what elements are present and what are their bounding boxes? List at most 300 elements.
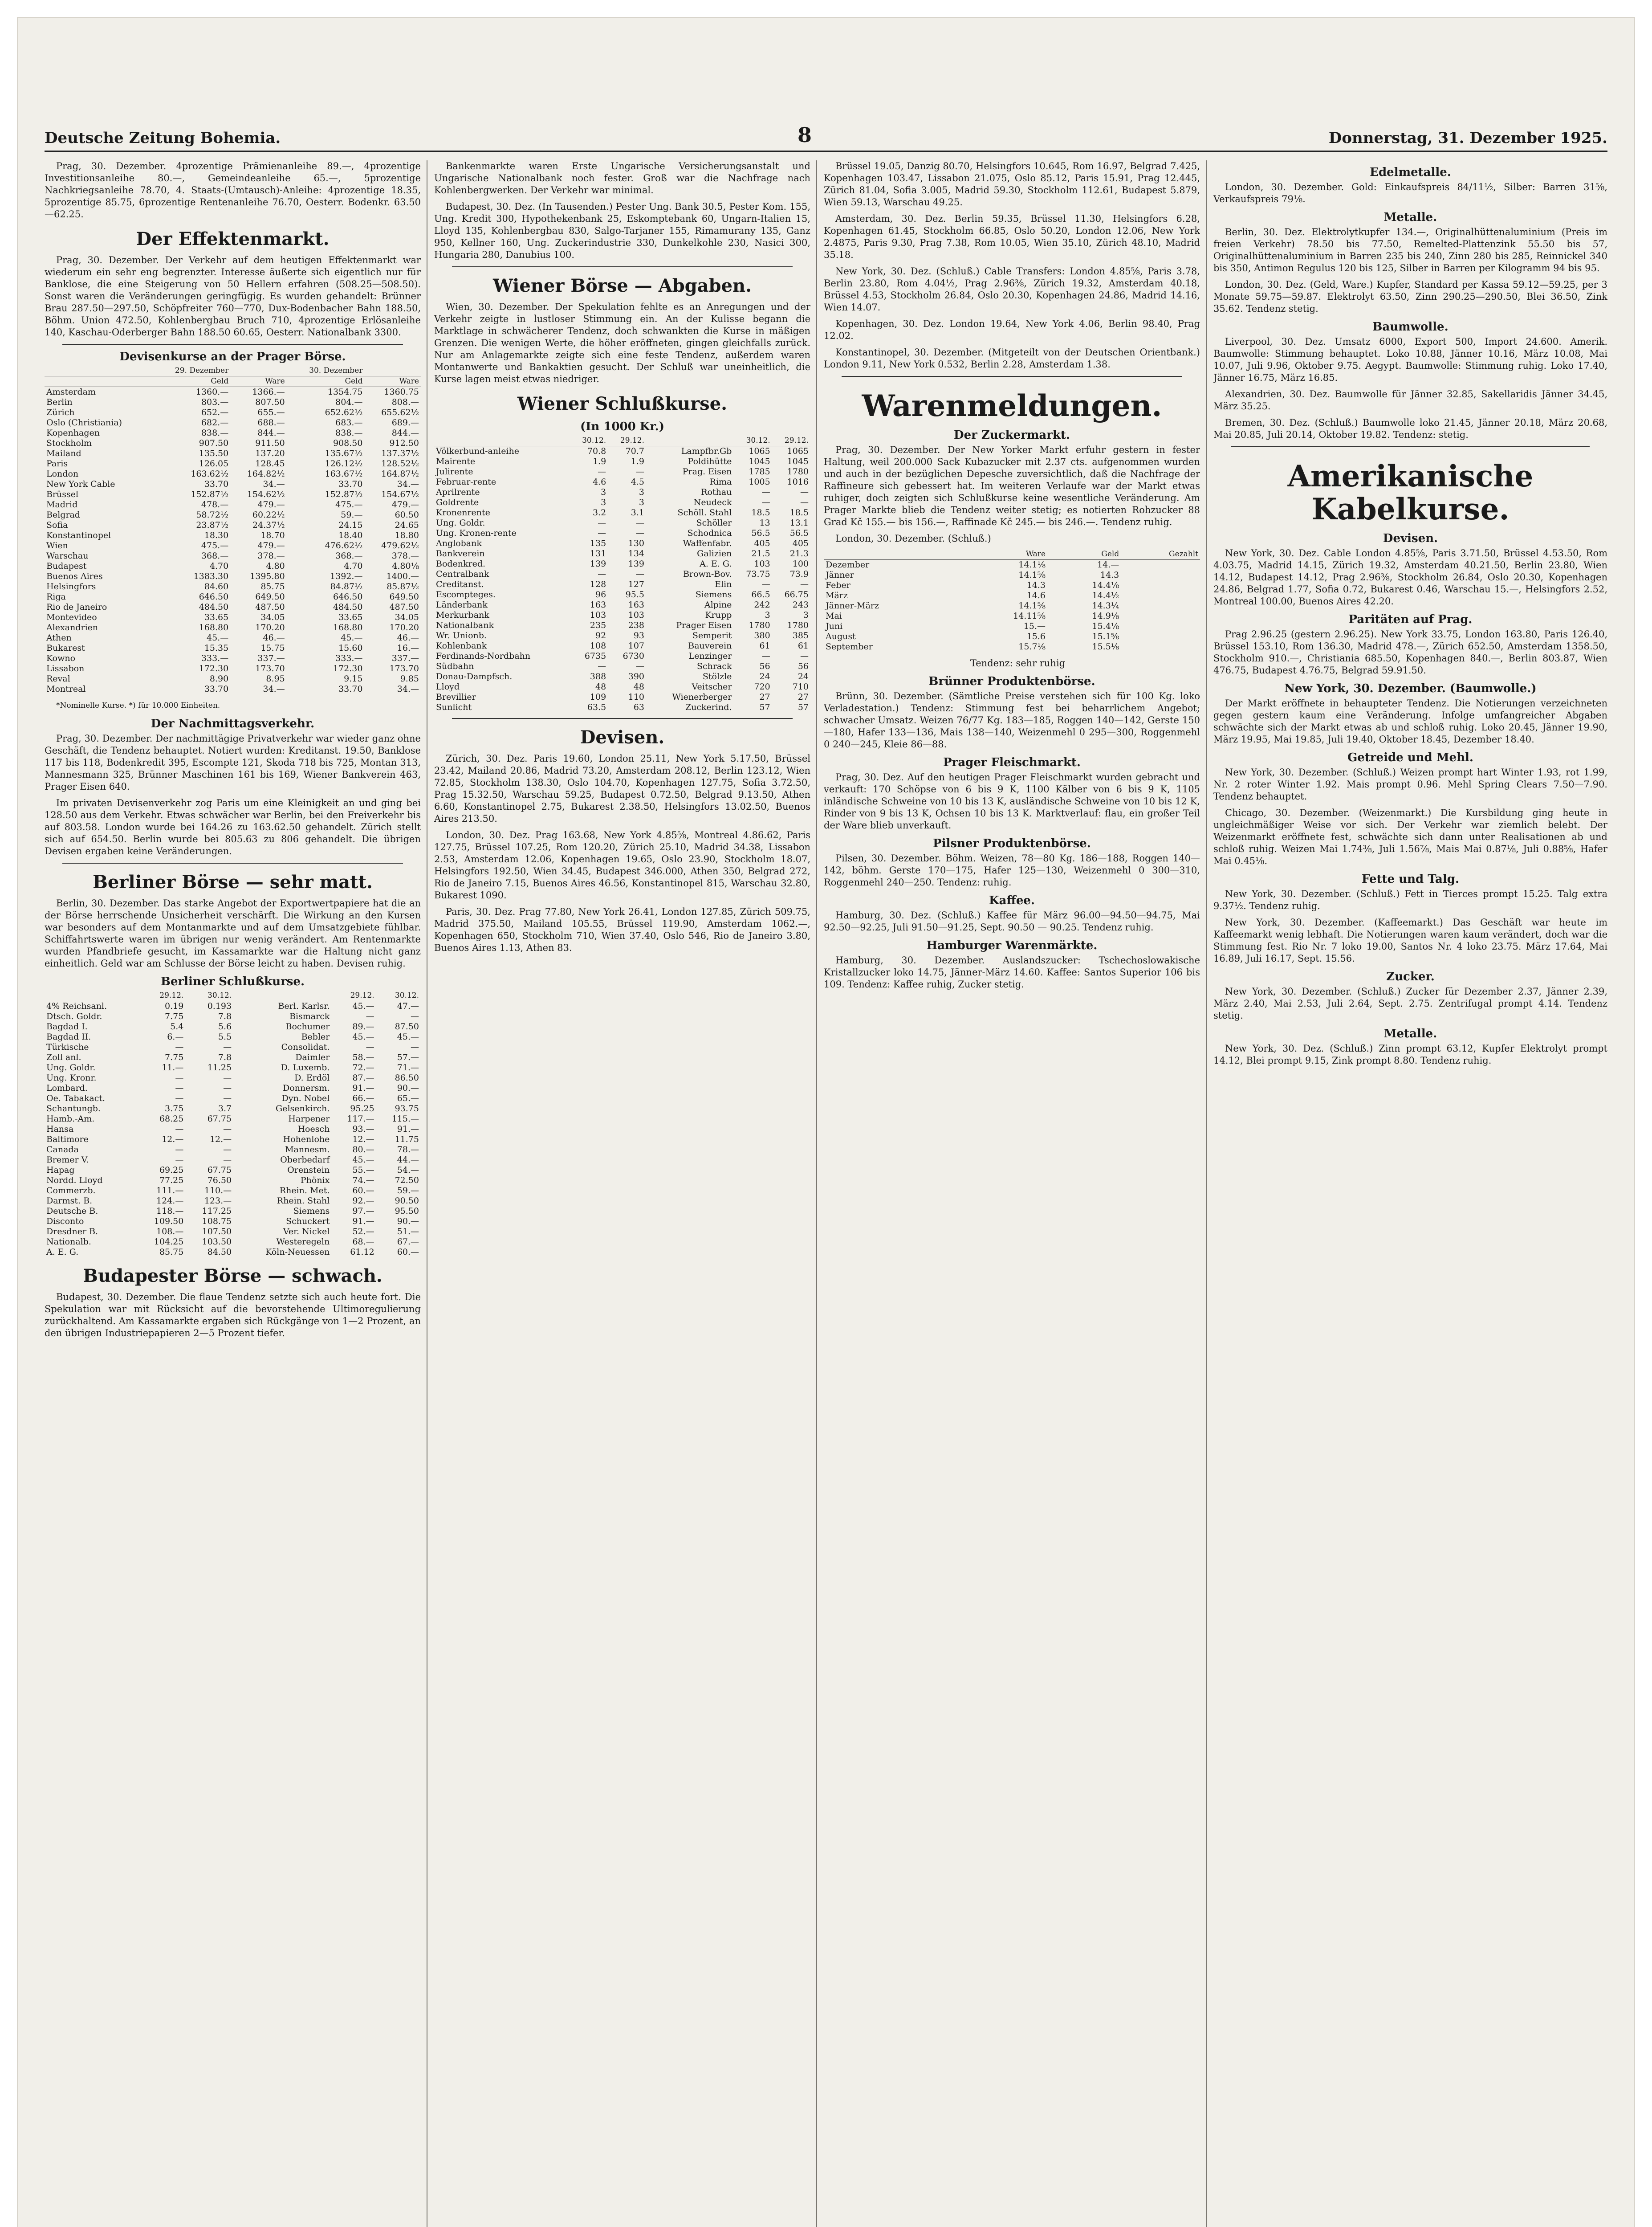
table-cell: 134 bbox=[628, 549, 644, 559]
table-header-cell: 29.12. bbox=[138, 991, 186, 1001]
table-cell: 117.25 bbox=[202, 1206, 232, 1216]
vienna-heading: Wiener Börse — Abgaben. bbox=[492, 275, 752, 296]
table-row bbox=[45, 643, 421, 653]
table-cell: 15.4⅛ bbox=[1092, 621, 1119, 631]
table-row bbox=[45, 1022, 421, 1032]
table-cell: 87.50 bbox=[395, 1022, 419, 1032]
table-cell: 128.45 bbox=[255, 459, 285, 469]
table-cell: 5.6 bbox=[218, 1022, 232, 1032]
table-row bbox=[45, 1237, 421, 1247]
nachmittag-heading: Der Nachmittagsverkehr. bbox=[151, 717, 315, 730]
table-cell: 128.52½ bbox=[381, 459, 419, 469]
table-cell: Ung. Goldr. bbox=[46, 1063, 96, 1073]
table-cell: 6.— bbox=[167, 1032, 184, 1042]
table-cell: 838.— bbox=[201, 428, 229, 438]
table-cell: 235 bbox=[590, 620, 606, 630]
table-cell: — bbox=[175, 1073, 184, 1083]
table-cell: Baltimore bbox=[46, 1134, 89, 1144]
table-cell: 3 bbox=[601, 487, 606, 497]
table-cell: 838.— bbox=[335, 428, 363, 438]
table-cell: 8.95 bbox=[266, 674, 285, 684]
table-cell: Consolidat. bbox=[281, 1042, 330, 1052]
table-cell: Wienerberger bbox=[672, 692, 732, 702]
issue-date: Donnerstag, 31. Dezember 1925. bbox=[1328, 129, 1607, 147]
table-cell: 92 bbox=[595, 631, 606, 640]
table-cell: Lenzinger bbox=[688, 651, 732, 661]
table-cell: Merkurbank bbox=[436, 610, 489, 620]
table-row bbox=[45, 408, 421, 418]
berlin-text: Berlin, 30. Dezember. Das starke Angebot der Exportwertpapiere hat die an der Börse herrschende Unsicherheit verschärft. Die Wirkung an den Kursen war besonders auf dem Montanmarkte und auf dem Umsatzgebiete fühlbar. Schiffahrtswerte waren im übrigen nur wenig verändert. Am Rentenmarkte wurden Pfandbriefe gesucht, im Kassamarkte war die Haltung nicht ganz einheitlich. Geld war am Schlusse der Börse leicht zu haben. Devisen ruhig. bbox=[45, 898, 421, 969]
table-row bbox=[45, 1012, 421, 1022]
table-cell: Gelsenkirch. bbox=[276, 1104, 330, 1114]
meat-text: Prag, 30. Dez. Auf den heutigen Prager Fleischmarkt wurden gebracht und verkauft: 170 Schöpse von 6 bis 9 K, 1100 Kälber von 6 bis 9 K, 1105 inländische Schweine von 10 bis 13 K, ausländische Schweine von 10 bis 12 K, Rinder von 9 bis 13 K, Ochsen 10 bis 13 K. Marktverlauf: flau, ein großer Teil der Ware blieb unverkauft. bbox=[824, 772, 1200, 831]
table-cell: Disconto bbox=[46, 1216, 84, 1226]
effektenmarkt-heading: Der Effektenmarkt. bbox=[136, 228, 330, 249]
table-cell: 3.75 bbox=[165, 1104, 184, 1114]
table-cell: 242 bbox=[754, 600, 770, 610]
table-cell: Dezember bbox=[826, 560, 870, 570]
vienna-unit: (In 1000 Kr.) bbox=[580, 420, 665, 433]
vienna-text: Wien, 30. Dezember. Der Spekulation fehlte es an Anregungen und der Verkehr zeigte in lustloser Stimmung ein. An der Kulisse begann die Marktlage in schwächerer Tendenz, doch schwankten die Kurse in mäßigen Grenzen. Die wenigen Werte, die höher eröffneten, gingen gleichfalls zurück. Nur am Anlagemarkte zeigte sich eine feste Tendenz, außerdem waren Montanwerte und Bankaktien gesucht. Der Schluß war uneinheitlich, die Kurse lagen meist etwas niedriger. bbox=[434, 302, 810, 384]
table-cell: Sofia bbox=[46, 520, 68, 530]
table-cell: 170.20 bbox=[389, 623, 419, 632]
table-cell bbox=[1121, 611, 1200, 621]
table-header-cell bbox=[824, 549, 961, 560]
table-cell: 72.50 bbox=[395, 1175, 419, 1185]
table-cell: 14.3¼ bbox=[1092, 601, 1119, 611]
table-cell: 14.6 bbox=[1026, 591, 1046, 600]
table-cell: 27 bbox=[798, 692, 809, 702]
table-cell: 66.75 bbox=[784, 590, 809, 600]
table-cell: 475.— bbox=[201, 541, 229, 551]
table-row bbox=[434, 477, 810, 487]
table-row bbox=[45, 428, 421, 438]
table-cell: 1392.— bbox=[330, 571, 363, 581]
table-cell: 4% Reichsanl. bbox=[46, 1001, 107, 1011]
table-cell: Schantungb. bbox=[46, 1104, 101, 1114]
table-cell: Bankverein bbox=[436, 549, 485, 559]
table-cell: 14.1⅝ bbox=[1018, 570, 1046, 580]
table-cell: — bbox=[636, 528, 644, 538]
table-header-cell: Ware bbox=[230, 376, 287, 387]
table-cell: 51.— bbox=[397, 1227, 419, 1236]
table-cell: Rio de Janeiro bbox=[46, 602, 107, 612]
table-cell: 172.30 bbox=[333, 664, 363, 673]
table-cell: Montreal bbox=[46, 684, 86, 694]
table-cell: Anglobank bbox=[436, 538, 482, 548]
table-row bbox=[45, 653, 421, 664]
table-cell: Mairente bbox=[436, 457, 476, 466]
ny-metals-text: New York, 30. Dez. (Schluß.) Zinn prompt 63.12, Kupfer Elektrolyt prompt 14.12, Blei prompt 9.15, Zink prompt 8.80. Tendenz ruhig. bbox=[1213, 1043, 1607, 1066]
newyork-text: New York, 30. Dez. (Schluß.) Cable Transfers: London 4.85⅝, Paris 3.78, Berlin 23.80, Rom 4.04½, Prag 2.96⅜, Zürich 19.32, Amsterdam 40.18, Brüssel 4.53, Stockholm 26.84, Oslo 20.30, Kopenhagen 24.86, Madrid 14.16, Wien 14.07. bbox=[824, 266, 1200, 313]
table-cell: 90.— bbox=[397, 1216, 419, 1226]
table-row bbox=[45, 1083, 421, 1093]
table-row bbox=[434, 682, 810, 692]
table-cell: 1780 bbox=[787, 620, 809, 630]
fats-text: New York, 30. Dezember. (Schluß.) Fett in Tierces prompt 15.25. Talg extra 9.37½. Tendenz ruhig. bbox=[1213, 889, 1607, 911]
table-cell: 7.8 bbox=[218, 1052, 232, 1062]
devisen-heading: Devisenkurse an der Prager Börse. bbox=[119, 350, 346, 363]
table-cell: Jänner bbox=[826, 570, 854, 580]
table-cell: 15.6 bbox=[1026, 632, 1046, 641]
table-cell: 45.— bbox=[397, 1032, 419, 1042]
table-cell: 12.— bbox=[352, 1134, 374, 1144]
table-cell: — bbox=[175, 1145, 184, 1154]
table-cell: 18.5 bbox=[789, 508, 809, 518]
table-cell: 63 bbox=[633, 702, 644, 712]
table-row bbox=[45, 541, 421, 551]
table-cell: Sunlicht bbox=[436, 702, 472, 712]
table-cell: 646.50 bbox=[333, 592, 363, 602]
table-cell: Bodenkred. bbox=[436, 559, 486, 569]
table-cell: 689.— bbox=[391, 418, 419, 428]
table-cell: 18.5 bbox=[751, 508, 770, 518]
table-row bbox=[45, 1216, 421, 1227]
table-cell: Berl. Karlsr. bbox=[278, 1001, 330, 1011]
table-cell: 804.— bbox=[335, 397, 363, 407]
table-cell: D. Luxemb. bbox=[281, 1063, 330, 1073]
table-row bbox=[45, 1032, 421, 1042]
table-cell: — bbox=[175, 1042, 184, 1052]
table-cell: 67.75 bbox=[207, 1114, 232, 1124]
table-cell: 34.— bbox=[263, 684, 285, 694]
table-row bbox=[45, 387, 421, 398]
table-cell: 807.50 bbox=[255, 397, 285, 407]
table-cell: 390 bbox=[628, 672, 644, 681]
table-cell: 9.85 bbox=[400, 674, 419, 684]
table-cell: Feber bbox=[826, 580, 850, 590]
page-header bbox=[45, 111, 1607, 152]
table-row bbox=[434, 631, 810, 641]
table-row bbox=[45, 459, 421, 469]
hamburg-goods-text: Hamburg, 30. Dezember. Auslandszucker: Tschechoslowakische Kristallzucker loko 14.75, Jänner-März 14.60. Kaffee: Santos Superior 106 bis 109. Tendenz: Kaffee ruhig, Zucker stetig. bbox=[824, 955, 1200, 990]
berlin-table bbox=[45, 991, 421, 1257]
table-cell: Donau-Dampfsch. bbox=[436, 672, 513, 681]
table-row bbox=[45, 684, 421, 694]
table-cell: 476.62½ bbox=[325, 541, 363, 551]
table-row bbox=[45, 582, 421, 592]
table-cell: 130 bbox=[628, 538, 644, 548]
table-cell: Stockholm bbox=[46, 438, 92, 448]
table-cell: 70.8 bbox=[587, 446, 606, 456]
table-cell: 1780 bbox=[749, 620, 770, 630]
table-cell: 89.— bbox=[352, 1022, 374, 1032]
table-cell: 652.— bbox=[201, 408, 229, 417]
table-cell: 127 bbox=[628, 579, 644, 589]
table-cell: 65.— bbox=[397, 1093, 419, 1103]
table-cell: 45.— bbox=[341, 633, 363, 643]
table-cell: 56 bbox=[798, 661, 809, 671]
table-row bbox=[45, 592, 421, 602]
table-cell: Mailand bbox=[46, 449, 81, 458]
table-cell: 93.— bbox=[352, 1124, 374, 1134]
table-cell: 23.87½ bbox=[196, 520, 229, 530]
table-cell: Athen bbox=[46, 633, 72, 643]
table-cell: 652.62½ bbox=[325, 408, 363, 417]
table-cell: D. Erdöl bbox=[294, 1073, 330, 1083]
table-cell: 14.1⅝ bbox=[1018, 601, 1046, 611]
table-cell: 1400.— bbox=[386, 571, 419, 581]
column-3 bbox=[824, 160, 1200, 2227]
table-cell: Zürich bbox=[46, 408, 75, 417]
table-cell: 21.5 bbox=[751, 549, 770, 559]
table-cell: 57 bbox=[798, 702, 809, 712]
table-cell: 649.50 bbox=[255, 592, 285, 602]
devisen-note: *Nominelle Kurse. *) für 10.000 Einheiten. bbox=[56, 701, 220, 710]
table-cell: 124.— bbox=[156, 1196, 184, 1206]
table-header-cell: 29.12. bbox=[608, 436, 646, 446]
table-cell: London bbox=[46, 469, 79, 479]
table-cell: 172.30 bbox=[199, 664, 229, 673]
exchange-text: Brüssel 19.05, Danzig 80.70, Helsingfors 10.645, Rom 16.97, Belgrad 7.425, Kopenhagen 103.47, Lissabon 21.075, Oslo 85.12, Paris 15.91, Prag 12.445, Zürich 81.04, Sofia 3.005, Madrid 59.30, Stockholm 112.61, Budapest 5.879, Wien 59.13, Warschau 49.25. bbox=[824, 161, 1200, 208]
table-cell: 70.7 bbox=[625, 446, 644, 456]
table-cell: 78.— bbox=[397, 1145, 419, 1154]
table-cell: 3 bbox=[765, 610, 770, 620]
table-row bbox=[45, 530, 421, 541]
table-cell: 68.— bbox=[352, 1237, 374, 1247]
table-cell: Galizien bbox=[697, 549, 732, 559]
table-cell: 710 bbox=[792, 682, 809, 692]
table-cell: 27 bbox=[759, 692, 770, 702]
table-cell: Buenos Aires bbox=[46, 571, 103, 581]
table-cell: 333.— bbox=[201, 653, 229, 663]
hamburg-goods-heading: Hamburger Warenmärkte. bbox=[926, 939, 1098, 952]
table-cell: 24.15 bbox=[338, 520, 363, 530]
table-row bbox=[434, 559, 810, 569]
table-cell: Helsingfors bbox=[46, 582, 96, 591]
table-cell: Oe. Tabakact. bbox=[46, 1093, 106, 1103]
ny-metals-heading: Metalle. bbox=[1383, 1027, 1437, 1040]
table-cell: 107.50 bbox=[202, 1227, 232, 1236]
table-cell: 66.5 bbox=[751, 590, 770, 600]
table-header-cell: 29.12. bbox=[772, 436, 810, 446]
table-cell: 34.— bbox=[263, 479, 285, 489]
table-cell: Hoesch bbox=[297, 1124, 330, 1134]
table-cell: 163 bbox=[590, 600, 606, 610]
table-cell: 15.5⅛ bbox=[1092, 642, 1119, 652]
table-row bbox=[45, 633, 421, 643]
table-cell: — bbox=[800, 487, 809, 497]
table-cell: Kopenhagen bbox=[46, 428, 100, 438]
table-cell: Alpine bbox=[704, 600, 732, 610]
table-cell: Siemens bbox=[695, 590, 732, 600]
effektenmarkt-text: Prag, 30. Dezember. Der Verkehr auf dem heutigen Effektenmarkt war wiederum ein sehr eng begrenzter. Interesse äußerte sich eigentlich nur für Banklose, die eine Steigerung von 50 Hellern erfahren (508.25—508.50). Sonst waren die Veränderungen geringfügig. Es wurden gehandelt: Brünner Brau 287.50—297.50, Schöpfreiter 760—770, Dux-Bodenbacher Bahn 188.50, Böhm. Union 472.50, Kohlenbergbau Bruch 710, 4prozentige Erlösanleihe 140, Kaschau-Oderberger Bahn 188.50 60.65, Oesterr. Nationalbank 3300. bbox=[45, 255, 421, 338]
table-cell: 59.— bbox=[397, 1186, 419, 1195]
divider bbox=[842, 376, 1182, 377]
table-cell: 76.50 bbox=[207, 1175, 232, 1185]
table-cell: 67.— bbox=[397, 1237, 419, 1247]
table-cell: Prager Eisen bbox=[676, 620, 732, 630]
table-cell: 479.— bbox=[257, 500, 285, 510]
table-cell: — bbox=[598, 467, 606, 477]
table-cell: 111.— bbox=[156, 1186, 184, 1195]
table-cell: 908.50 bbox=[333, 438, 363, 448]
table-cell: 139 bbox=[628, 559, 644, 569]
table-row bbox=[434, 508, 810, 518]
table-header-cell bbox=[45, 991, 138, 1001]
table-cell: 33.70 bbox=[204, 479, 229, 489]
table-cell: 33.65 bbox=[204, 612, 229, 622]
table-cell: 90.50 bbox=[395, 1196, 419, 1206]
table-cell: 13 bbox=[759, 518, 770, 528]
table-cell: 60.22½ bbox=[252, 510, 285, 520]
table-cell: Commerzb. bbox=[46, 1186, 96, 1195]
table-row bbox=[434, 457, 810, 467]
table-cell: 479.— bbox=[257, 541, 285, 551]
table-cell: 54.— bbox=[397, 1165, 419, 1175]
table-cell: Juni bbox=[826, 621, 843, 631]
table-cell: Türkische bbox=[46, 1042, 89, 1052]
table-cell: 74.— bbox=[352, 1175, 374, 1185]
vienna-close-heading: Wiener Schlußkurse. bbox=[517, 393, 728, 414]
table-row bbox=[45, 1114, 421, 1124]
table-cell: Brevillier bbox=[436, 692, 476, 702]
table-cell: Kronenrente bbox=[436, 508, 490, 518]
table-cell: 3.7 bbox=[218, 1104, 232, 1114]
table-cell: 243 bbox=[792, 600, 809, 610]
table-cell: Paris bbox=[46, 459, 68, 469]
table-cell: 0.19 bbox=[165, 1001, 184, 1011]
table-cell: — bbox=[761, 651, 770, 661]
table-cell: 3 bbox=[803, 610, 809, 620]
table-cell: 100 bbox=[792, 559, 809, 569]
table-cell: 34.05 bbox=[260, 612, 285, 622]
table-row bbox=[824, 642, 1200, 652]
divider bbox=[452, 718, 793, 719]
table-cell: 14.3 bbox=[1100, 570, 1119, 580]
table-header-cell: 29. Dezember bbox=[152, 366, 230, 376]
table-cell: Bauverein bbox=[688, 641, 732, 651]
table-cell: 103.50 bbox=[202, 1237, 232, 1247]
table-cell: Nationalb. bbox=[46, 1237, 91, 1247]
table-cell: — bbox=[223, 1124, 232, 1134]
table-cell: 803.— bbox=[201, 397, 229, 407]
table-row bbox=[434, 487, 810, 498]
table-cell: A. E. G. bbox=[700, 559, 732, 569]
table-cell: 13.1 bbox=[789, 518, 809, 528]
table-cell: Schrack bbox=[696, 661, 732, 671]
meat-heading: Prager Fleischmarkt. bbox=[943, 756, 1081, 769]
table-cell: 5.4 bbox=[170, 1022, 184, 1032]
table-cell: 163 bbox=[628, 600, 644, 610]
table-header-cell: Ware bbox=[364, 376, 421, 387]
table-header-cell: 29.12. bbox=[331, 991, 376, 1001]
grain-heading: Getreide und Mehl. bbox=[1347, 751, 1473, 764]
devisen-header-row bbox=[45, 376, 421, 387]
table-cell: Montevideo bbox=[46, 612, 97, 622]
table-cell: Prag. Eisen bbox=[682, 467, 732, 477]
table-cell: 164.87½ bbox=[381, 469, 419, 479]
table-cell: 9.15 bbox=[344, 674, 363, 684]
chicago-text: Chicago, 30. Dezember. (Weizenmarkt.) Die Kursbildung ging heute in ungleichmäßiger Weise vor sich. Der Verkehr war ziemlich belebt. Der Weizenmarkt eröffnete fest, schwächte sich dann unter Realisationen ab und schloß ruhig. Weizen Mai 1.74⅜, Juli 1.56⅞, Mais Mai 0.87⅛, Juli 0.88⅝, Hafer Mai 0.45⅛. bbox=[1213, 808, 1607, 866]
table-cell: — bbox=[411, 1042, 419, 1052]
table-cell: 84.60 bbox=[204, 582, 229, 591]
table-cell: 109.50 bbox=[154, 1216, 184, 1226]
table-cell: 128 bbox=[590, 579, 606, 589]
table-cell: September bbox=[826, 642, 873, 652]
table-cell: Bebler bbox=[301, 1032, 330, 1042]
masthead: Deutsche Zeitung Bohemia. bbox=[45, 129, 281, 147]
table-row bbox=[45, 664, 421, 674]
table-cell: 1395.80 bbox=[250, 571, 285, 581]
table-cell: 378.— bbox=[257, 551, 285, 561]
table-row bbox=[45, 438, 421, 449]
table-row bbox=[45, 1134, 421, 1145]
pilsen-heading: Pilsner Produktenbörse. bbox=[933, 837, 1091, 850]
table-cell: New York Cable bbox=[46, 479, 115, 489]
table-cell: 91.— bbox=[352, 1216, 374, 1226]
table-cell: 126.05 bbox=[199, 459, 229, 469]
table-cell: — bbox=[800, 651, 809, 661]
table-cell: 378.— bbox=[391, 551, 419, 561]
table-row bbox=[434, 672, 810, 682]
table-cell: 61 bbox=[798, 641, 809, 651]
table-row bbox=[434, 549, 810, 559]
table-row bbox=[45, 571, 421, 582]
table-cell bbox=[1121, 621, 1200, 632]
table-cell: — bbox=[761, 579, 770, 589]
edelmetalle-text: London, 30. Dezember. Gold: Einkaufspreis 84/11½, Silber: Barren 31⅝, Verkaufspreis 79⅛. bbox=[1213, 182, 1607, 204]
divider bbox=[1231, 446, 1590, 447]
table-cell: 104.25 bbox=[154, 1237, 184, 1247]
metalle-heading: Metalle. bbox=[1383, 211, 1437, 224]
table-cell: 68.25 bbox=[159, 1114, 184, 1124]
table-cell: Brown-Bov. bbox=[683, 569, 732, 579]
table-cell: Oslo (Christiania) bbox=[46, 418, 122, 428]
table-cell: Siemens bbox=[293, 1206, 330, 1216]
table-cell: Daimler bbox=[295, 1052, 330, 1062]
table-cell: Westeregeln bbox=[276, 1237, 330, 1247]
table-cell: 907.50 bbox=[199, 438, 229, 448]
table-cell: — bbox=[223, 1155, 232, 1165]
table-cell: Belgrad bbox=[46, 510, 81, 520]
table-cell: Elin bbox=[715, 579, 732, 589]
table-cell: 63.5 bbox=[587, 702, 606, 712]
alexandria-text: Alexandrien, 30. Dez. Baumwolle für Jänner 32.85, Sakellaridis Jänner 34.45, März 35.25. bbox=[1213, 389, 1607, 412]
table-cell: 95.25 bbox=[350, 1104, 374, 1114]
table-cell bbox=[1121, 632, 1200, 642]
table-cell: 47.— bbox=[397, 1001, 419, 1011]
table-cell: 33.70 bbox=[204, 684, 229, 694]
table-row bbox=[45, 500, 421, 510]
table-row bbox=[434, 620, 810, 631]
table-cell: Rhein. Met. bbox=[279, 1186, 330, 1195]
london-sugar-text: London, 30. Dezember. (Schluß.) bbox=[835, 533, 991, 544]
table-cell: 137.20 bbox=[255, 449, 285, 458]
table-cell: — bbox=[800, 498, 809, 507]
table-row bbox=[45, 1206, 421, 1216]
table-cell bbox=[1121, 580, 1200, 591]
table-cell: Bukarest bbox=[46, 643, 85, 653]
table-cell: 1.9 bbox=[631, 457, 644, 466]
table-cell: Darmst. B. bbox=[46, 1196, 93, 1206]
table-cell bbox=[1121, 601, 1200, 611]
table-cell: Bochumer bbox=[285, 1022, 330, 1032]
table-cell: Wien bbox=[46, 541, 68, 551]
table-cell: 15.75 bbox=[260, 643, 285, 653]
table-cell: 405 bbox=[754, 538, 770, 548]
pilsen-text: Pilsen, 30. Dezember. Böhm. Weizen, 78—80 Kg. 186—188, Roggen 140—142, böhm. Gerste 170—175, Hafer 125—130, Weizenmehl 0 300—310, Roggenmehl 240—250. Tendenz: ruhig. bbox=[824, 853, 1200, 888]
table-cell: 61 bbox=[759, 641, 770, 651]
table-cell: — bbox=[761, 498, 770, 507]
table-cell: 479.— bbox=[391, 500, 419, 510]
table-cell: 154.62½ bbox=[247, 489, 285, 499]
table-cell: 135.50 bbox=[199, 449, 229, 458]
table-cell: 107 bbox=[628, 641, 644, 651]
table-cell: 7.75 bbox=[165, 1052, 184, 1062]
sugar-table bbox=[824, 549, 1200, 652]
table-cell: 60.— bbox=[397, 1247, 419, 1257]
